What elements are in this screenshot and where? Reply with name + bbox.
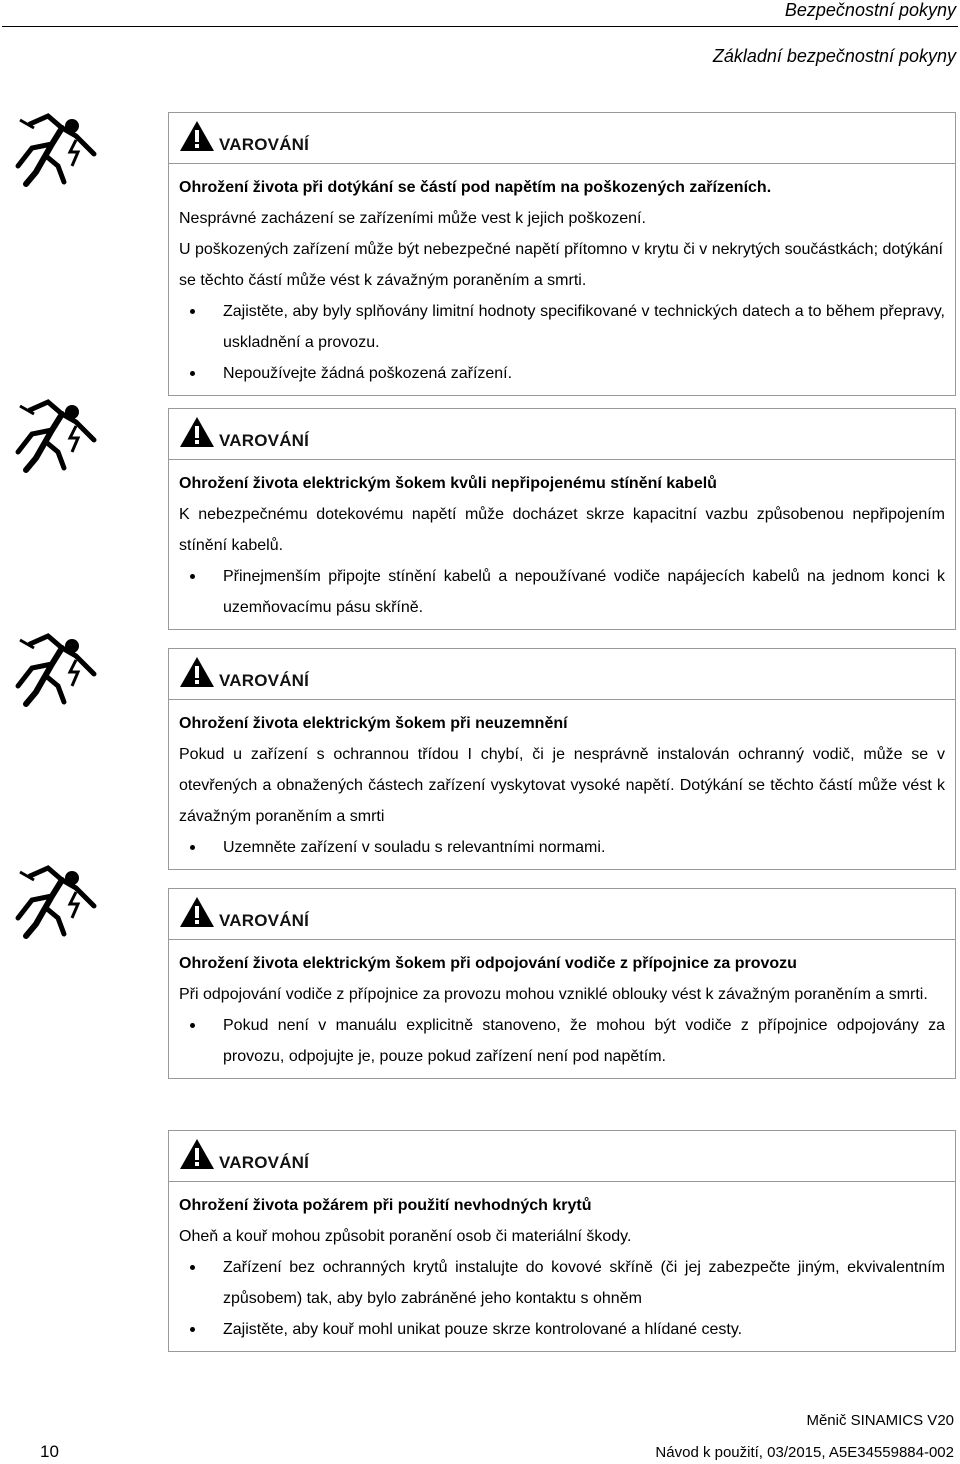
signal-word: VAROVÁNÍ [219,1153,310,1172]
warning-box [168,112,956,396]
warning-title: Ohrožení života elektrickým šokem při odpojování vodiče z přípojnice za provozu [179,955,797,972]
footer-document: Návod k použití, 03/2015, A5E34559884-002 [655,1444,954,1461]
warning-header [169,1131,955,1182]
warning-text: Oheň a kouř mohou způsobit poranění osob či materiální škody. [179,1228,632,1245]
running-header-section: Základní bezpečnostní pokyny [712,46,956,66]
warning-header [169,409,955,460]
electric-shock-icon [12,396,102,474]
warning-box [168,408,956,630]
footer-product: Měnič SINAMICS V20 [806,1412,954,1429]
warning-text: Při odpojování vodiče z přípojnice za provozu mohou vzniklé oblouky vést k závažným poraněním a smrti. [179,986,928,1003]
list-item: Nepoužívejte žádná poškozená zařízení. [179,358,945,389]
list-item: Zařízení bez ochranných krytů instalujte do kovové skříně (či jej zabezpečte jiným, ekvivalentním způsobem) tak, aby bylo zabráněné jeho kontaktu s ohněm [179,1252,945,1314]
warning-box [168,888,956,1079]
running-header-chapter: Bezpečnostní pokyny [784,0,956,20]
electric-shock-icon [12,630,102,708]
warning-header [169,649,955,700]
warning-triangle-icon [179,1138,215,1170]
page-number: 10 [40,1442,59,1461]
warning-box [168,1130,956,1352]
list-item: Uzemněte zařízení v souladu s relevantními normami. [179,832,945,863]
warning-box [168,648,956,870]
electric-shock-icon [12,110,102,188]
signal-word: VAROVÁNÍ [219,135,310,154]
signal-word: VAROVÁNÍ [219,911,310,930]
warning-triangle-icon [179,416,215,448]
warning-triangle-icon [179,120,215,152]
warning-text: Nesprávné zacházení se zařízeními může vest k jejich poškození. [179,210,646,227]
header-rule [2,26,958,27]
warning-title: Ohrožení života požárem při použití nevhodných krytů [179,1197,592,1214]
warning-header [169,113,955,164]
warning-title: Ohrožení života elektrickým šokem kvůli nepřipojenému stínění kabelů [179,475,717,492]
list-item: Pokud není v manuálu explicitně stanoveno, že mohou být vodiče z přípojnice odpojovány za provozu, odpojujte je, pouze pokud zařízení není pod napětím. [179,1010,945,1072]
warning-title: Ohrožení života elektrickým šokem při neuzemnění [179,715,568,732]
list-item: Zajistěte, aby byly splňovány limitní hodnoty specifikované v technických datech a to během přepravy, uskladnění a provozu. [179,296,945,358]
warning-header [169,889,955,940]
electric-shock-icon [12,862,102,940]
warning-text: Pokud u zařízení s ochrannou třídou I chybí, či je nesprávně instalován ochranný vodič, může se v otevřených a obnažených částech zařízení vyskytovat vysoké napětí. Dotýkání se těchto částí může vést k závažným poraněním a smrti [179,746,945,825]
signal-word: VAROVÁNÍ [219,671,310,690]
list-item: Přinejmenším připojte stínění kabelů a nepoužívané vodiče napájecích kabelů na jednom konci k uzemňovacímu pásu skříně. [179,561,945,623]
warning-triangle-icon [179,896,215,928]
warning-text: K nebezpečnému dotekovému napětí může docházet skrze kapacitní vazbu způsobenou nepřipojením stínění kabelů. [179,506,945,554]
warning-title: Ohrožení života při dotýkání se částí pod napětím na poškozených zařízeních. [179,179,772,196]
warning-text: U poškozených zařízení může být nebezpečné napětí přítomno v krytu či v nekrytých součástkách; dotýkání se těchto částí může vést k závažným poraněním a smrti. [179,241,943,289]
signal-word: VAROVÁNÍ [219,431,310,450]
list-item: Zajistěte, aby kouř mohl unikat pouze skrze kontrolované a hlídané cesty. [179,1314,945,1345]
warning-triangle-icon [179,656,215,688]
